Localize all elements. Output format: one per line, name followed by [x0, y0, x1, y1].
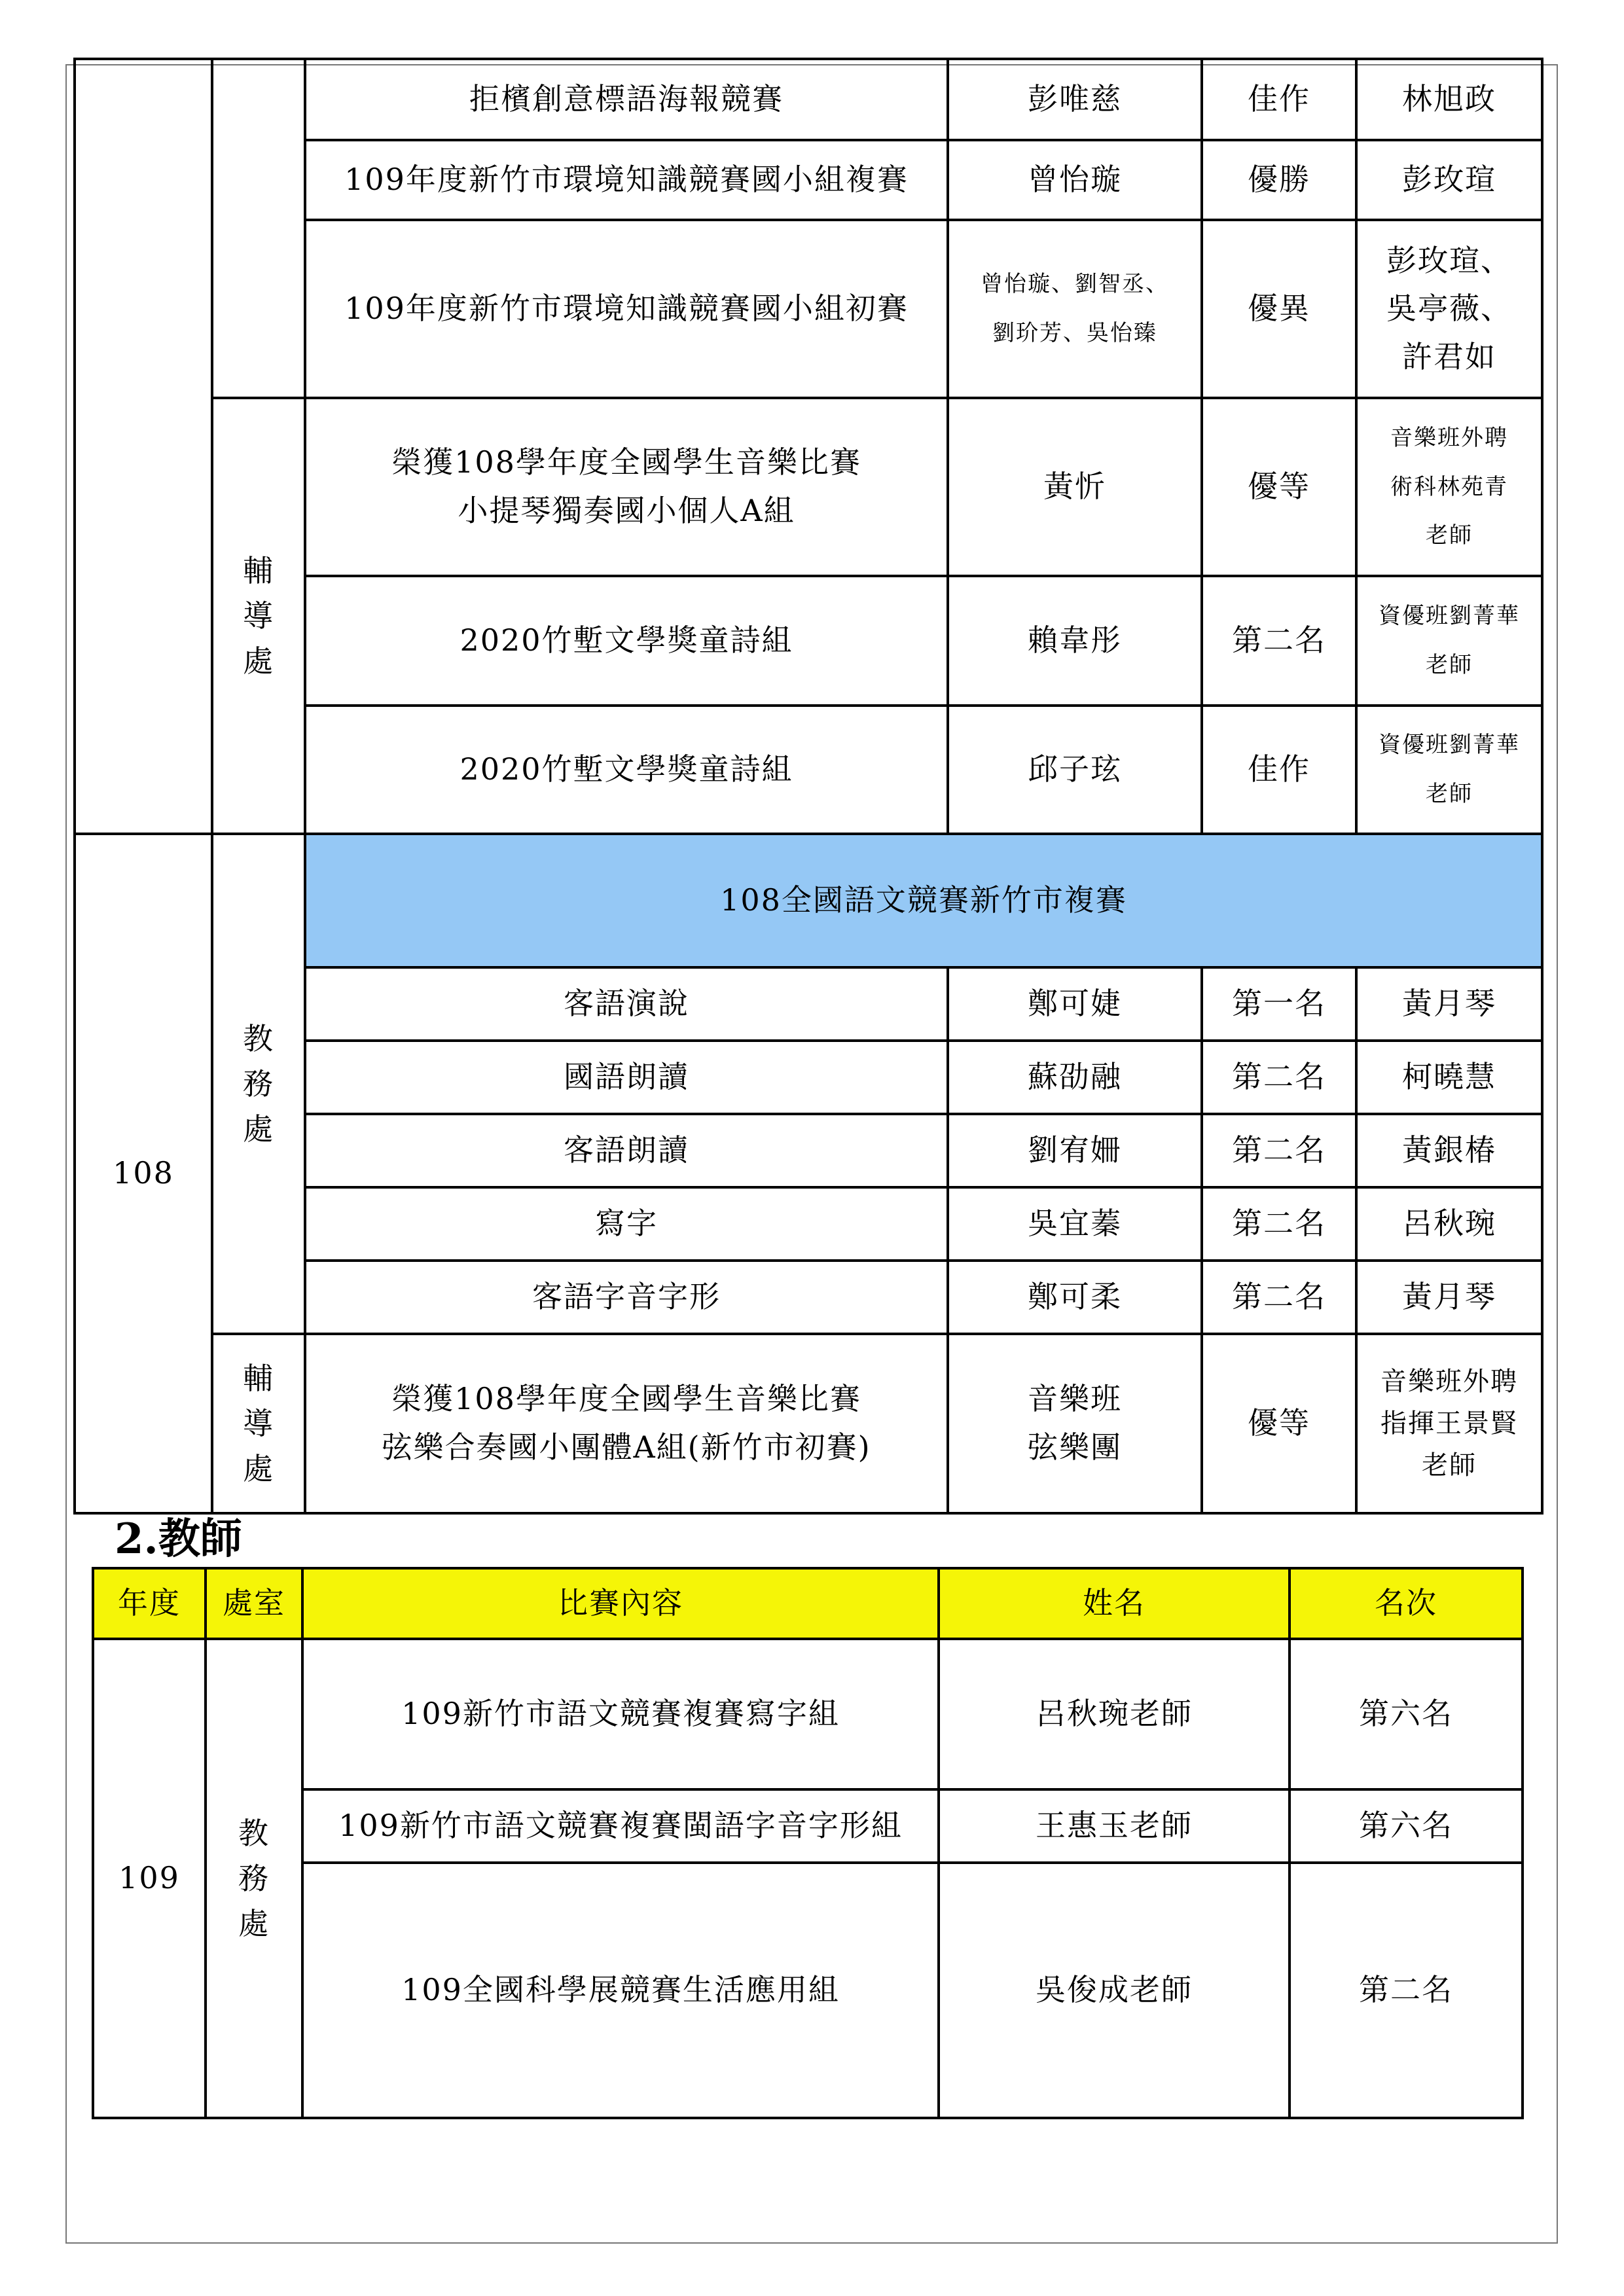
table-row [75, 834, 1542, 967]
table-header-row [93, 1568, 1523, 1639]
contest-cell: 國語朗讀 [305, 1041, 948, 1114]
contest-cell: 109年度新竹市環境知識競賽國小組複賽 [305, 140, 948, 220]
teacher-line: 彭玫瑄、 [1386, 242, 1512, 278]
rank-cell: 第二名 [1290, 1863, 1523, 2118]
name-line: 劉玠芳、吳怡臻 [992, 320, 1157, 346]
award-cell: 優勝 [1202, 140, 1356, 220]
student-name-cell: 黃忻 [948, 398, 1202, 576]
student-name-cell: 蘇劭融 [948, 1041, 1202, 1114]
teacher-cell: 柯曉慧 [1356, 1041, 1542, 1114]
office-cell-guidance: 輔 導 處 [212, 398, 305, 834]
student-name-cell: 曾怡璇 [948, 140, 1202, 220]
contest-cell: 榮獲108學年度全國學生音樂比賽 小提琴獨奏國小個人A組 [305, 398, 948, 576]
teacher-name-cell: 吳俊成老師 [939, 1863, 1290, 2118]
contest-cell: 109新竹市語文競賽複賽寫字組 [302, 1639, 939, 1789]
table-row [93, 1789, 1523, 1863]
teacher-awards-table [92, 1567, 1524, 2119]
award-cell: 第一名 [1202, 967, 1356, 1041]
contest-cell: 109全國科學展競賽生活應用組 [302, 1863, 939, 2118]
teacher-cell: 黃銀椿 [1356, 1114, 1542, 1187]
contest-cell: 2020竹塹文學獎童詩組 [305, 576, 948, 706]
contest-cell: 客語朗讀 [305, 1114, 948, 1187]
office-cell-academic: 教 務 處 [212, 834, 305, 1334]
award-cell: 第二名 [1202, 1114, 1356, 1187]
year-cell-108: 108 [75, 834, 212, 1513]
table-row [93, 1863, 1523, 2118]
teacher-cell: 呂秋琬 [1356, 1187, 1542, 1261]
office-cell-academic: 教 務 處 [206, 1639, 302, 2118]
award-cell: 佳作 [1202, 59, 1356, 140]
student-name-cell: 吳宜蓁 [948, 1187, 1202, 1261]
contest-cell: 109新竹市語文競賽複賽閩語字音字形組 [302, 1789, 939, 1863]
award-cell: 第二名 [1202, 1041, 1356, 1114]
teacher-cell [1356, 220, 1542, 398]
contest-cell: 客語演說 [305, 967, 948, 1041]
award-cell: 優等 [1202, 1334, 1356, 1513]
table-row [75, 398, 1542, 576]
teacher-line: 許君如 [1402, 338, 1496, 374]
teacher-cell: 黃月琴 [1356, 967, 1542, 1041]
table-row [75, 59, 1542, 140]
teacher-cell: 音樂班外聘 術科林苑青 老師 [1356, 398, 1542, 576]
contest-cell: 榮獲108學年度全國學生音樂比賽 弦樂合奏國小團體A組(新竹市初賽) [305, 1334, 948, 1513]
award-cell: 第二名 [1202, 1187, 1356, 1261]
contest-cell: 2020竹塹文學獎童詩組 [305, 706, 948, 834]
student-name-cell: 劉宥姍 [948, 1114, 1202, 1187]
award-cell: 優等 [1202, 398, 1356, 576]
award-cell: 優異 [1202, 220, 1356, 398]
student-awards-table [73, 58, 1543, 1515]
table-row [93, 1639, 1523, 1789]
award-cell: 第二名 [1202, 1261, 1356, 1334]
year-cell-109-continued [75, 59, 212, 834]
award-cell: 佳作 [1202, 706, 1356, 834]
rank-cell: 第六名 [1290, 1789, 1523, 1863]
header-name: 姓名 [939, 1568, 1290, 1639]
header-rank: 名次 [1290, 1568, 1523, 1639]
section-heading-teachers: 2.教師 [115, 1515, 242, 1564]
office-cell-guidance-108: 輔 導 處 [212, 1334, 305, 1513]
teacher-cell: 林旭政 [1356, 59, 1542, 140]
contest-cell: 109年度新竹市環境知識競賽國小組初賽 [305, 220, 948, 398]
table-row [75, 1334, 1542, 1513]
office-cell-continued [212, 59, 305, 398]
teacher-name-cell: 王惠玉老師 [939, 1789, 1290, 1863]
award-cell: 第二名 [1202, 576, 1356, 706]
student-name-cell: 賴韋彤 [948, 576, 1202, 706]
teacher-name-cell: 呂秋琬老師 [939, 1639, 1290, 1789]
student-name-cell: 彭唯慈 [948, 59, 1202, 140]
teacher-cell: 黃月琴 [1356, 1261, 1542, 1334]
student-name-cell: 鄭可柔 [948, 1261, 1202, 1334]
student-name-cell: 鄭可婕 [948, 967, 1202, 1041]
contest-cell: 拒檳創意標語海報競賽 [305, 59, 948, 140]
contest-banner: 108全國語文競賽新竹市複賽 [305, 834, 1542, 967]
name-line: 曾怡璇、劉智丞、 [981, 271, 1169, 298]
header-year: 年度 [93, 1568, 206, 1639]
teacher-cell: 資優班劉菁華 老師 [1356, 706, 1542, 834]
contest-cell: 客語字音字形 [305, 1261, 948, 1334]
rank-cell: 第六名 [1290, 1639, 1523, 1789]
student-name-cell: 音樂班 弦樂團 [948, 1334, 1202, 1513]
teacher-line: 吳亭薇、 [1386, 291, 1512, 327]
teacher-cell: 音樂班外聘 指揮王景賢 老師 [1356, 1334, 1542, 1513]
year-cell-109: 109 [93, 1639, 206, 2118]
header-contest: 比賽內容 [302, 1568, 939, 1639]
header-office: 處室 [206, 1568, 302, 1639]
contest-cell: 寫字 [305, 1187, 948, 1261]
teacher-cell: 資優班劉菁華 老師 [1356, 576, 1542, 706]
teacher-cell: 彭玫瑄 [1356, 140, 1542, 220]
student-name-cell: 邱子玹 [948, 706, 1202, 834]
student-names-cell [948, 220, 1202, 398]
